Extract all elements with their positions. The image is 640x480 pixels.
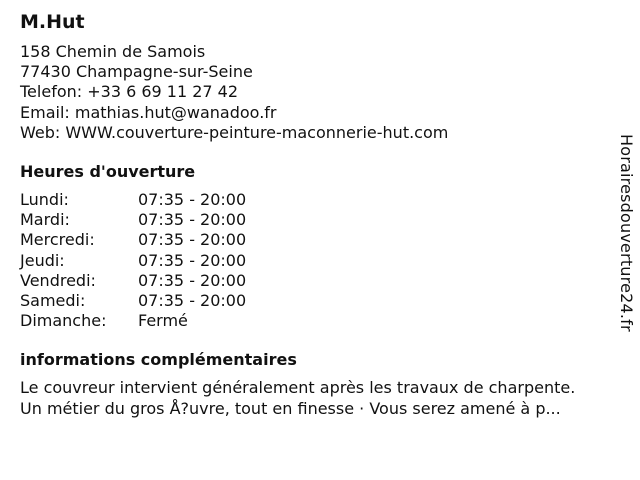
day-label: Dimanche: <box>20 311 107 331</box>
day-label: Vendredi: <box>20 270 96 290</box>
day-label: Samedi: <box>20 291 86 311</box>
hours-row <box>20 291 246 311</box>
address-street: 158 Chemin de Samois <box>20 42 206 61</box>
time-value: 07:35 - 20:00 <box>138 270 247 290</box>
info-line: Un métier du gros Å?uvre, tout en finesse · Vous serez amené à p... <box>20 398 561 418</box>
business-name: M.Hut <box>20 11 85 33</box>
time-value: 07:35 - 20:00 <box>138 250 247 270</box>
time-value: 07:35 - 20:00 <box>138 210 247 230</box>
info-description <box>20 378 620 419</box>
time-value: Fermé <box>138 311 188 331</box>
contact-block <box>20 42 620 143</box>
hours-row <box>20 190 246 210</box>
hours-row <box>20 210 246 230</box>
web-line: Web: WWW.couverture-peinture-maconnerie-hut.com <box>20 122 449 142</box>
day-label: Lundi: <box>20 190 69 210</box>
opening-hours-table <box>20 190 246 331</box>
hours-row <box>20 271 246 291</box>
email-line: Email: mathias.hut@wanadoo.fr <box>20 102 277 122</box>
info-line: Le couvreur intervient généralement après les travaux de charpente. <box>20 378 576 398</box>
business-card <box>20 8 620 419</box>
info-heading: informations complémentaires <box>20 350 297 370</box>
hours-heading: Heures d'ouverture <box>20 162 196 182</box>
day-label: Mardi: <box>20 210 70 230</box>
hours-row <box>20 311 246 331</box>
time-value: 07:35 - 20:00 <box>138 230 247 250</box>
address-city: 77430 Champagne-sur-Seine <box>20 62 253 82</box>
time-value: 07:35 - 20:00 <box>138 291 247 311</box>
site-brand-vertical: Horairesdouverture24.fr <box>617 134 636 332</box>
time-value: 07:35 - 20:00 <box>138 190 247 210</box>
day-label: Mercredi: <box>20 230 95 250</box>
hours-row <box>20 230 246 250</box>
hours-row <box>20 251 246 271</box>
phone-line: Telefon: +33 6 69 11 27 42 <box>20 82 239 102</box>
day-label: Jeudi: <box>20 250 65 270</box>
